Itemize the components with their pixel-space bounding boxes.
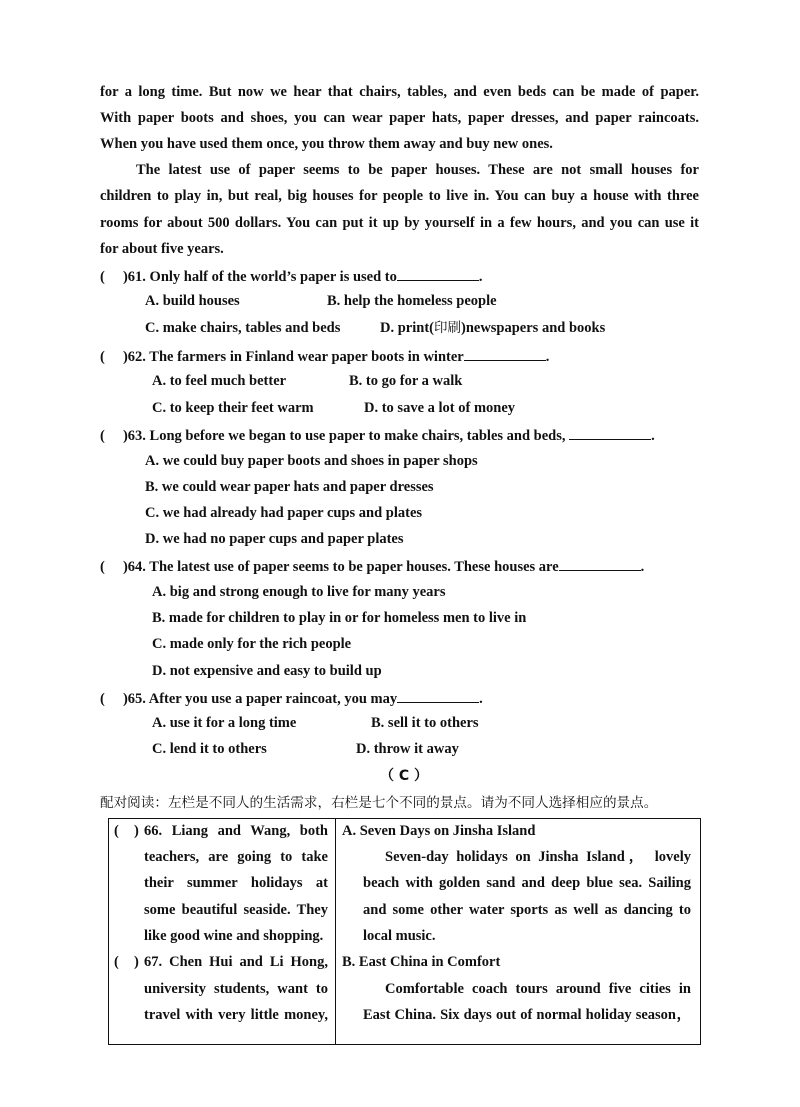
answer-bracket-close[interactable]: )	[134, 954, 139, 970]
need-67-line: 67. Chen Hui and Li Hong,	[144, 954, 328, 970]
option-d: D. to save a lot of money	[364, 400, 516, 416]
answer-blank[interactable]	[397, 266, 479, 281]
option-a: A. build houses	[145, 293, 240, 309]
place-b-line: East China. Six days out of normal holiday season，	[363, 1007, 691, 1023]
matching-table	[108, 818, 701, 1045]
passage-line: for a long time. But now we hear that chairs, tables, and even beds can be made of paper.	[100, 84, 699, 100]
option-b: B. help the homeless people	[327, 293, 497, 309]
question-65: ( )65. After you use a paper raincoat, you may .	[100, 688, 483, 708]
answer-bracket[interactable]: ( )	[100, 691, 128, 707]
option-b: B. to go for a walk	[349, 373, 463, 389]
question-stem: 65. After you use a paper raincoat, you may	[127, 691, 398, 707]
passage-line: children to play in, but real, big houses for people to live in. You can buy a house with three	[100, 188, 699, 204]
option-c: C. made only for the rich people	[152, 636, 352, 652]
section-instruction: 配对阅读：左栏是不同人的生活需求，右栏是七个不同的景点。请为不同人选择相应的景点。	[100, 795, 658, 811]
need-66-line: teachers, are going to take	[144, 849, 328, 865]
option-b: B. made for children to play in or for homeless men to live in	[152, 610, 527, 626]
place-a-line: beach with golden sand and deep blue sea. Sailing	[363, 875, 691, 891]
question-stem: 63. Long before we began to use paper to make chairs, tables and beds,	[127, 428, 566, 444]
answer-bracket-open[interactable]: (	[114, 823, 119, 839]
question-stem: 62. The farmers in Finland wear paper boots in winter	[127, 349, 464, 365]
question-63: ( )63. Long before we began to use paper to make chairs, tables and beds, .	[100, 425, 655, 445]
option-d: D. throw it away	[356, 741, 459, 757]
passage-line: When you have used them once, you throw them away and buy new ones.	[100, 136, 553, 152]
passage-line: The latest use of paper seems to be paper houses. These are not small houses for	[136, 162, 699, 178]
passage-line: With paper boots and shoes, you can wear paper hats, paper dresses, and paper raincoats.	[100, 110, 699, 126]
option-c: C. make chairs, tables and beds	[145, 320, 341, 336]
need-66-line: 66. Liang and Wang, both	[144, 823, 328, 839]
need-66-line: like good wine and shopping.	[144, 928, 324, 944]
answer-bracket[interactable]: ( )	[100, 559, 128, 575]
need-66-line: some beautiful seaside. They	[144, 902, 328, 918]
needs-column	[109, 819, 336, 1045]
option-a: A. use it for a long time	[152, 715, 297, 731]
option-d: D. print(印刷)newspapers and books	[380, 320, 606, 336]
answer-bracket-close[interactable]: )	[134, 823, 139, 839]
need-67-line: travel with very little money,	[144, 1007, 328, 1023]
answer-blank[interactable]	[464, 346, 546, 361]
answer-blank[interactable]	[397, 688, 479, 703]
option-d: D. we had no paper cups and paper plates	[145, 531, 404, 547]
passage-line: for about five years.	[100, 241, 224, 257]
question-stem: 64. The latest use of paper seems to be paper houses. These houses are	[127, 559, 559, 575]
answer-blank[interactable]	[569, 425, 651, 440]
question-62: ( )62. The farmers in Finland wear paper boots in winter .	[100, 346, 549, 366]
answer-bracket-open[interactable]: (	[114, 954, 119, 970]
section-heading: （ C ）	[380, 768, 429, 784]
passage-line: rooms for about 500 dollars. You can put it up by yourself in a few hours, and you can use it	[100, 215, 699, 231]
need-67-line: university students, want to	[144, 981, 328, 997]
place-a-line: and some other water sports as well as dancing to	[363, 902, 691, 918]
place-a-line: local music.	[363, 928, 436, 944]
question-61: ( )61. Only half of the world’s paper is used to .	[100, 266, 483, 286]
question-stem: 61. Only half of the world’s paper is used to	[127, 269, 397, 285]
option-d: D. not expensive and easy to build up	[152, 663, 382, 679]
question-64: ( )64. The latest use of paper seems to be paper houses. These houses are .	[100, 556, 644, 576]
place-a-title: A. Seven Days on Jinsha Island	[342, 823, 536, 839]
answer-bracket[interactable]: ( )	[100, 428, 128, 444]
option-c: C. we had already had paper cups and plates	[145, 505, 423, 521]
option-a: A. big and strong enough to live for many years	[152, 584, 446, 600]
answer-bracket[interactable]: ( )	[100, 349, 128, 365]
place-b-line: Comfortable coach tours around five cities in	[385, 981, 691, 997]
need-66-line: their summer holidays at	[144, 875, 328, 891]
option-b: B. sell it to others	[371, 715, 479, 731]
answer-bracket[interactable]: ( )	[100, 269, 128, 285]
answer-blank[interactable]	[559, 556, 641, 571]
places-column	[336, 819, 701, 1045]
option-c: C. lend it to others	[152, 741, 267, 757]
option-c: C. to keep their feet warm	[152, 400, 314, 416]
place-b-title: B. East China in Comfort	[342, 954, 501, 970]
option-a: A. to feel much better	[152, 373, 287, 389]
place-a-line: Seven-day holidays on Jinsha Island， lovely	[385, 849, 691, 865]
option-a: A. we could buy paper boots and shoes in paper shops	[145, 453, 478, 469]
option-b: B. we could wear paper hats and paper dresses	[145, 479, 434, 495]
